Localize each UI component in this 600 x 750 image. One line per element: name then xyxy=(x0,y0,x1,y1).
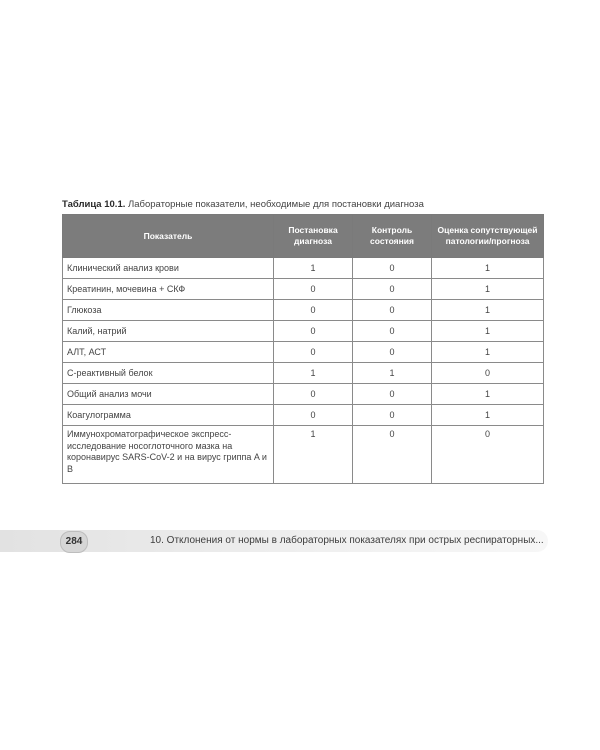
diagnosis-cell: 1 xyxy=(274,258,353,279)
diagnosis-cell: 0 xyxy=(274,342,353,363)
prognosis-cell: 1 xyxy=(432,300,544,321)
table-row xyxy=(63,426,544,484)
indicator-cell: Глюкоза xyxy=(63,300,274,321)
monitoring-cell: 0 xyxy=(353,342,432,363)
table-row xyxy=(63,258,544,279)
prognosis-cell: 1 xyxy=(432,321,544,342)
prognosis-cell: 1 xyxy=(432,405,544,426)
diagnosis-cell: 0 xyxy=(274,279,353,300)
monitoring-cell: 0 xyxy=(353,258,432,279)
diagnosis-cell: 1 xyxy=(274,426,353,484)
table-row xyxy=(63,363,544,384)
header-monitoring: Контроль состояния xyxy=(353,215,432,258)
indicator-cell: Калий, натрий xyxy=(63,321,274,342)
indicator-cell: Общий анализ мочи xyxy=(63,384,274,405)
monitoring-cell: 0 xyxy=(353,321,432,342)
monitoring-cell: 0 xyxy=(353,300,432,321)
table-row xyxy=(63,405,544,426)
header-comorbidity-prognosis: Оценка сопутствующей патологии/прогноза xyxy=(432,215,544,258)
indicator-cell: АЛТ, АСТ xyxy=(63,342,274,363)
monitoring-cell: 0 xyxy=(353,405,432,426)
monitoring-cell: 1 xyxy=(353,363,432,384)
diagnosis-cell: 0 xyxy=(274,405,353,426)
prognosis-cell: 1 xyxy=(432,279,544,300)
header-diagnosis: Постановка диагноза xyxy=(274,215,353,258)
diagnosis-cell: 0 xyxy=(274,300,353,321)
indicator-cell: Клинический анализ крови xyxy=(63,258,274,279)
diagnosis-cell: 0 xyxy=(274,384,353,405)
indicator-cell: Креатинин, мочевина + СКФ xyxy=(63,279,274,300)
table-row xyxy=(63,384,544,405)
prognosis-cell: 0 xyxy=(432,363,544,384)
diagnosis-cell: 0 xyxy=(274,321,353,342)
indicator-cell: Иммунохроматографическое экспресс-исследование носоглоточного мазка на коронавирус SARS-CoV-2 и на вирус гриппа A и B xyxy=(63,426,274,484)
lab-indicators-table xyxy=(62,214,544,484)
monitoring-cell: 0 xyxy=(353,426,432,484)
monitoring-cell: 0 xyxy=(353,279,432,300)
prognosis-cell: 1 xyxy=(432,384,544,405)
table-caption-label: Таблица 10.1. xyxy=(62,199,126,210)
indicator-cell: Коагулограмма xyxy=(63,405,274,426)
table-row xyxy=(63,279,544,300)
diagnosis-cell: 1 xyxy=(274,363,353,384)
table-header-row xyxy=(63,215,544,258)
table-row xyxy=(63,300,544,321)
prognosis-cell: 1 xyxy=(432,258,544,279)
prognosis-cell: 1 xyxy=(432,342,544,363)
table-caption-text: Лабораторные показатели, необходимые для постановки диагноза xyxy=(128,199,424,210)
prognosis-cell: 0 xyxy=(432,426,544,484)
page-number: 284 xyxy=(60,531,88,553)
header-indicator: Показатель xyxy=(63,215,274,258)
table-row xyxy=(63,321,544,342)
table-caption xyxy=(62,199,424,210)
running-title: 10. Отклонения от нормы в лабораторных показателях при острых респираторных... xyxy=(150,535,544,546)
indicator-cell: С-реактивный белок xyxy=(63,363,274,384)
table-row xyxy=(63,342,544,363)
monitoring-cell: 0 xyxy=(353,384,432,405)
